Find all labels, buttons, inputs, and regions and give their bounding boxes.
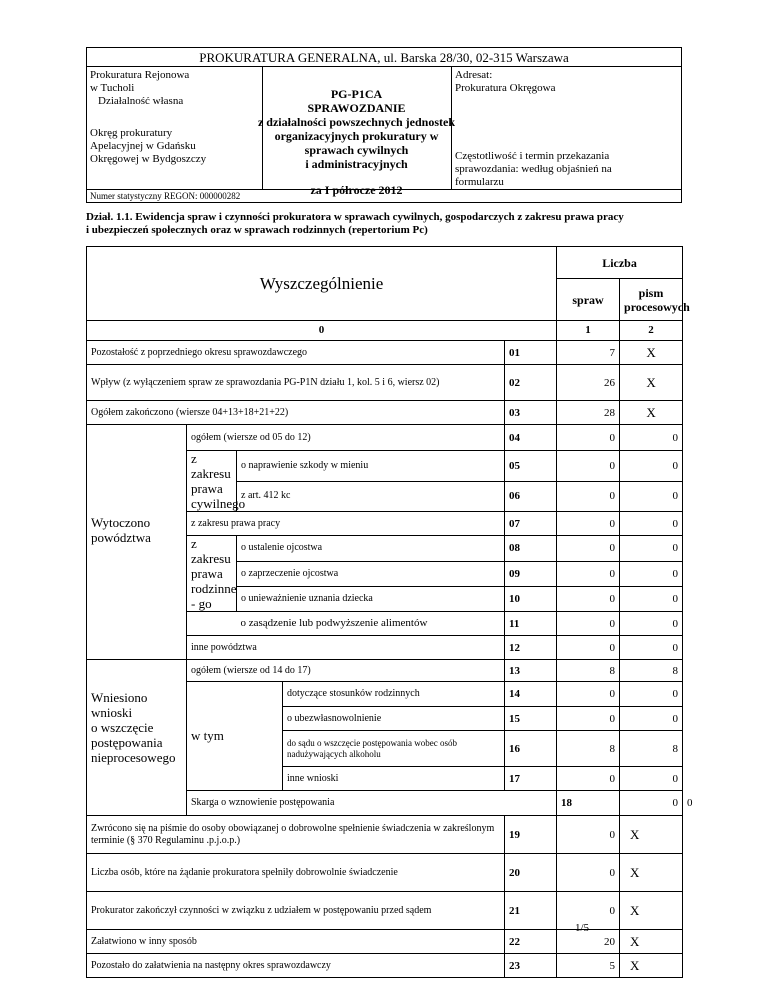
section-title: Dział. 1.1. Ewidencja spraw i czynności prokuratora w sprawach cywilnych, gospodarczych z zakresu prawa pracy i ubezpieczeń społecznych oraz w sprawach rodzinnych (repertorium Pc) [86, 211, 624, 236]
head-count: Liczba [557, 247, 683, 279]
col-num: 2 [620, 321, 683, 341]
group-zakres-cywilny: z zakresu prawa cywilnego [187, 451, 237, 512]
row-cases: 28 [557, 401, 620, 425]
row-letters: X [620, 954, 683, 978]
row-code: 23 [505, 954, 557, 978]
row-label: z zakresu prawa pracy [187, 512, 505, 536]
row-cases: 8 [557, 731, 620, 767]
group-wniesiono: Wniesiono wnioski o wszczęcie postępowania nieprocesowego [87, 660, 187, 816]
row-cases: 8 [557, 660, 620, 682]
row-code: 03 [505, 401, 557, 425]
row-code: 17 [505, 767, 557, 791]
form-code: PG-P1CA [330, 87, 383, 101]
row-label: z art. 412 kc [237, 481, 505, 512]
row-letters: 0 [620, 767, 683, 791]
row-letters: X [620, 341, 683, 365]
row-letters: 8 [620, 660, 683, 682]
col-num: 1 [557, 321, 620, 341]
row-code: 11 [505, 612, 557, 636]
row-label: dotyczące stosunków rodzinnych [283, 682, 505, 707]
row-code: 18 [557, 791, 620, 816]
row-cases: 0 [557, 587, 620, 612]
row-label: o ubezwłasnowolnienie [283, 707, 505, 731]
col-num: 0 [87, 321, 557, 341]
addressee-block: Adresat: Prokuratura Okręgowa [455, 69, 556, 94]
row-code: 20 [505, 854, 557, 892]
row-label: o zasądzenie lub podwyższenie alimentów [237, 612, 505, 636]
row-cases: 0 [557, 561, 620, 587]
row-code: 14 [505, 682, 557, 707]
row-cases: 0 [557, 536, 620, 562]
row-code: 07 [505, 512, 557, 536]
row-letters: 0 [620, 451, 683, 482]
row-letters: 0 [620, 612, 683, 636]
row-label: ogółem (wiersze od 14 do 17) [187, 660, 505, 682]
form-title-block: PG-P1CA SPRAWOZDANIE z działalności powszechnych jednostek organizacyjnych prokuratury w sprawach cywilnych i administracyjnych za I półrocze 2012 [257, 87, 455, 197]
row-code: 09 [505, 561, 557, 587]
row-label: Skarga o wznowienie postępowania [187, 791, 557, 816]
row-code: 12 [505, 636, 557, 660]
group-w-tym: w tym [187, 682, 283, 791]
row-label: Zwrócono się na piśmie do osoby obowiązanej o dobrowolne spełnienie świadczenia w zakreślonym terminie (§ 370 Regulaminu .p.j.o.p.) [87, 816, 505, 854]
row-letters: X [620, 854, 683, 892]
row-label: Pozostałość z poprzedniego okresu sprawozdawczego [87, 341, 505, 365]
row-cases: 0 [557, 425, 620, 451]
row-code: 15 [505, 707, 557, 731]
row-code: 05 [505, 451, 557, 482]
row-code: 10 [505, 587, 557, 612]
row-letters: 0 [620, 536, 683, 562]
row-cases: 5 [557, 954, 620, 978]
row-letters: 0 [620, 481, 683, 512]
row-cases: 26 [557, 365, 620, 401]
period: za I półrocze 2012 [310, 183, 403, 197]
form-title: SPRAWOZDANIE [307, 101, 406, 115]
frequency-block: Częstotliwość i termin przekazania sprawozdania: według objaśnień na formularzu [455, 150, 612, 188]
row-letters: X [620, 401, 683, 425]
row-label: do sądu o wszczęcie postępowania wobec osób nadużywających alkoholu [283, 731, 505, 767]
row-letters: 0 [620, 636, 683, 660]
row-code: 08 [505, 536, 557, 562]
row-cases: 0 [557, 682, 620, 707]
row-letters: 0 [620, 587, 683, 612]
row-letters: X [620, 816, 683, 854]
row-cases: 0 [557, 512, 620, 536]
row-label: Prokurator zakończył czynności w związku z udziałem w postępowaniu przed sądem [87, 892, 505, 930]
unit-block: Prokuratura Rejonowa w Tucholi Działalność własna [90, 69, 190, 107]
main-table: Wyszczególnienie Liczba spraw pism procesowych 0 1 2 Pozostałość z poprzedniego okresu sprawozdawczego 01 7 X Wpływ (z wyłączeniem spraw ze sprawozdania PG-P1N działu 1, kol. 5 i 6, wiersz 02) 02 26 X Ogółem zakończono (wiersze 04+13+18+21+22) 03 28 X Wytoczono powództwa ogółem (wiersze od 05 do 12) 04 0 0 z zakresu prawa cywilnego o naprawienie szkody w mieniu 05 0 0 z art. 412 kc 06 0 0 z zakresu prawa pracy 07 0 0 z zakresu prawa rodzinne - go o ustalenie ojcostwa 08 0 0 o zaprzeczenie ojcostwa 09 0 0 o unieważnienie uznania dziecka 10 0 0 o zasądzenie lub podwyższenie alimentów 11 0 0 inne powództwa 12 0 0 Wniesiono wnioski o wszczęcie postępowania nieprocesowego ogółem (wiersze od 14 do 17) 13 8 8 w tym dotyczące stosunków rodzinnych 14 0 0 o ubezwłasnowolnienie 15 0 0 do sądu o wszczęcie postępowania wobec osób nadużywających alkoholu 16 8 8 inne wnioski 17 0 0 Skarga o wznowienie postępowania 18 0 0 Zwrócono się na piśmie do osoby obowiązanej o dobrowolne spełnienie świadczenia w zakreślonym terminie (§ 370 Regulaminu .p.j.o.p.) 19 0 X Liczba osób, które na żądanie prokuratora spełniły dobrowolnie świadczenie 20 0 X Prokurator zakończył czynności w związku z udziałem w postępowaniu przed sądem 21 0 X Załatwiono w inny sposób 22 20 X Pozostało do załatwienia na następny okres sprawozdawczy 23 5 X [86, 246, 683, 978]
row-code: 01 [505, 341, 557, 365]
row-label: Załatwiono w inny sposób [87, 930, 505, 954]
row-cases: 20 [557, 930, 620, 954]
row-code: 04 [505, 425, 557, 451]
row-letters: X [620, 892, 683, 930]
row-letters: 0 [620, 425, 683, 451]
row-label: inne powództwa [187, 636, 505, 660]
head-cases: spraw [557, 279, 620, 321]
row-cases: 0 [557, 707, 620, 731]
row-letters: X [620, 365, 683, 401]
row-cases: 0 [557, 481, 620, 512]
row-code: 02 [505, 365, 557, 401]
row-code: 22 [505, 930, 557, 954]
row-code: 13 [505, 660, 557, 682]
head-specification: Wyszczególnienie [87, 247, 557, 321]
regon: Numer statystyczny REGON: 000000282 [90, 191, 241, 201]
row-label: Wpływ (z wyłączeniem spraw ze sprawozdania PG-P1N działu 1, kol. 5 i 6, wiersz 02) [87, 365, 505, 401]
row-cases: 0 [557, 767, 620, 791]
row-label: Ogółem zakończono (wiersze 04+13+18+21+22) [87, 401, 505, 425]
row-cases: 0 [557, 854, 620, 892]
header-title: PROKURATURA GENERALNA, ul. Barska 28/30, 02-315 Warszawa [86, 47, 682, 67]
row-label: inne wnioski [283, 767, 505, 791]
row-cases: 0 [557, 636, 620, 660]
row-label: Pozostało do załatwienia na następny okres sprawozdawczy [87, 954, 505, 978]
row-label: o unieważnienie uznania dziecka [237, 587, 505, 612]
row-cases: 0 [620, 791, 683, 816]
row-code: 21 [505, 892, 557, 930]
row-code: 06 [505, 481, 557, 512]
row-letters: 0 [620, 512, 683, 536]
row-cases: 0 [557, 816, 620, 854]
district-block: Okręg prokuratury Apelacyjnej w Gdańsku Okręgowej w Bydgoszczy [90, 127, 207, 165]
row-cases: 0 [557, 892, 620, 930]
page-number: 1/5 [575, 922, 590, 934]
row-cases: 0 [557, 451, 620, 482]
row-label: o ustalenie ojcostwa [237, 536, 505, 562]
row-cases: 0 [557, 612, 620, 636]
row-label: o zaprzeczenie ojcostwa [237, 561, 505, 587]
group-wytoczono: Wytoczono powództwa [87, 425, 187, 660]
head-letters: pism procesowych [620, 279, 683, 321]
row-letters: X [620, 930, 683, 954]
row-cases: 7 [557, 341, 620, 365]
row-letters: 0 [620, 682, 683, 707]
row-label: Liczba osób, które na żądanie prokuratora spełniły dobrowolnie świadczenie [87, 854, 505, 892]
row-label: ogółem (wiersze od 05 do 12) [187, 425, 505, 451]
group-zakres-rodzinny: z zakresu prawa rodzinne - go [187, 536, 237, 612]
row-code: 19 [505, 816, 557, 854]
row-letters: 8 [620, 731, 683, 767]
row-letters: 0 [620, 707, 683, 731]
row-letters: 0 [620, 561, 683, 587]
row-label: o naprawienie szkody w mieniu [237, 451, 505, 482]
row-code: 16 [505, 731, 557, 767]
